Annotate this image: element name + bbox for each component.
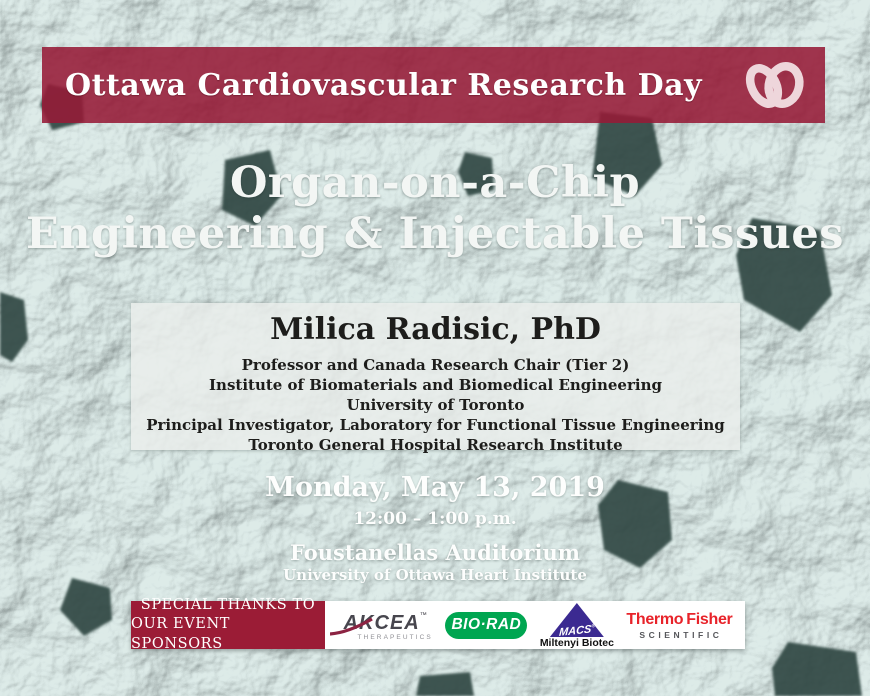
biorad-wordmark: BIO·RAD [451, 616, 522, 633]
macs-registered: ® [591, 623, 596, 630]
speaker-affiliation-4: Principal Investigator, Laboratory for Functional Tissue Engineering [146, 415, 725, 434]
akcea-trademark: ™ [419, 612, 427, 619]
macs-triangle-icon [550, 603, 604, 637]
biorad-logo [445, 612, 527, 639]
speaker-box [131, 303, 740, 454]
akcea-swoosh-icon [330, 618, 378, 636]
akcea-subtitle: THERAPEUTICS [357, 634, 433, 641]
speaker-name: Milica Radisic, PhD [270, 312, 601, 347]
macs-miltenyi-logo [540, 603, 614, 649]
main-title-line1: Organ-on-a-Chip [229, 158, 641, 208]
sponsor-bar [131, 596, 745, 652]
speaker-affiliation-2: Institute of Biomaterials and Biomedical Engineering [209, 375, 662, 394]
event-venue-org: University of Ottawa Heart Institute [283, 566, 587, 584]
sponsor-thanks-line1: SPECIAL THANKS TO [140, 596, 316, 613]
speaker-affiliation-3: University of Toronto [346, 395, 525, 414]
fisher-wordmark: Fisher [686, 610, 733, 628]
sponsor-logos-strip [325, 601, 745, 649]
akcea-wordmark: AKCEA [343, 612, 420, 634]
banner-title: Ottawa Cardiovascular Research Day [64, 67, 703, 103]
miltenyi-biotec-wordmark: Miltenyi Biotec [539, 637, 614, 649]
speaker-affiliation-5: Toronto General Hospital Research Institute [248, 435, 623, 454]
event-date: Monday, May 13, 2019 [265, 472, 605, 503]
main-title-line2: Engineering & Injectable Tissues [25, 208, 844, 259]
akcea-logo [337, 609, 432, 641]
thermofisher-logo [626, 611, 732, 640]
thermofisher-subtitle: SCIENTIFIC [639, 629, 723, 640]
speaker-affiliation-1: Professor and Canada Research Chair (Tier 2) [241, 356, 630, 374]
sponsor-thanks-box [131, 596, 325, 652]
event-venue: Foustanellas Auditorium [290, 540, 580, 565]
heart-institute-logo-icon [725, 58, 825, 112]
event-time: 12:00 – 1:00 p.m. [353, 509, 517, 529]
banner [42, 47, 825, 123]
main-title [0, 158, 870, 259]
macs-wordmark: MACS [558, 623, 592, 639]
sponsor-thanks-line2: OUR EVENT SPONSORS [131, 616, 231, 652]
banner-title-wrap [42, 68, 725, 103]
thermo-wordmark: Thermo [626, 610, 684, 628]
